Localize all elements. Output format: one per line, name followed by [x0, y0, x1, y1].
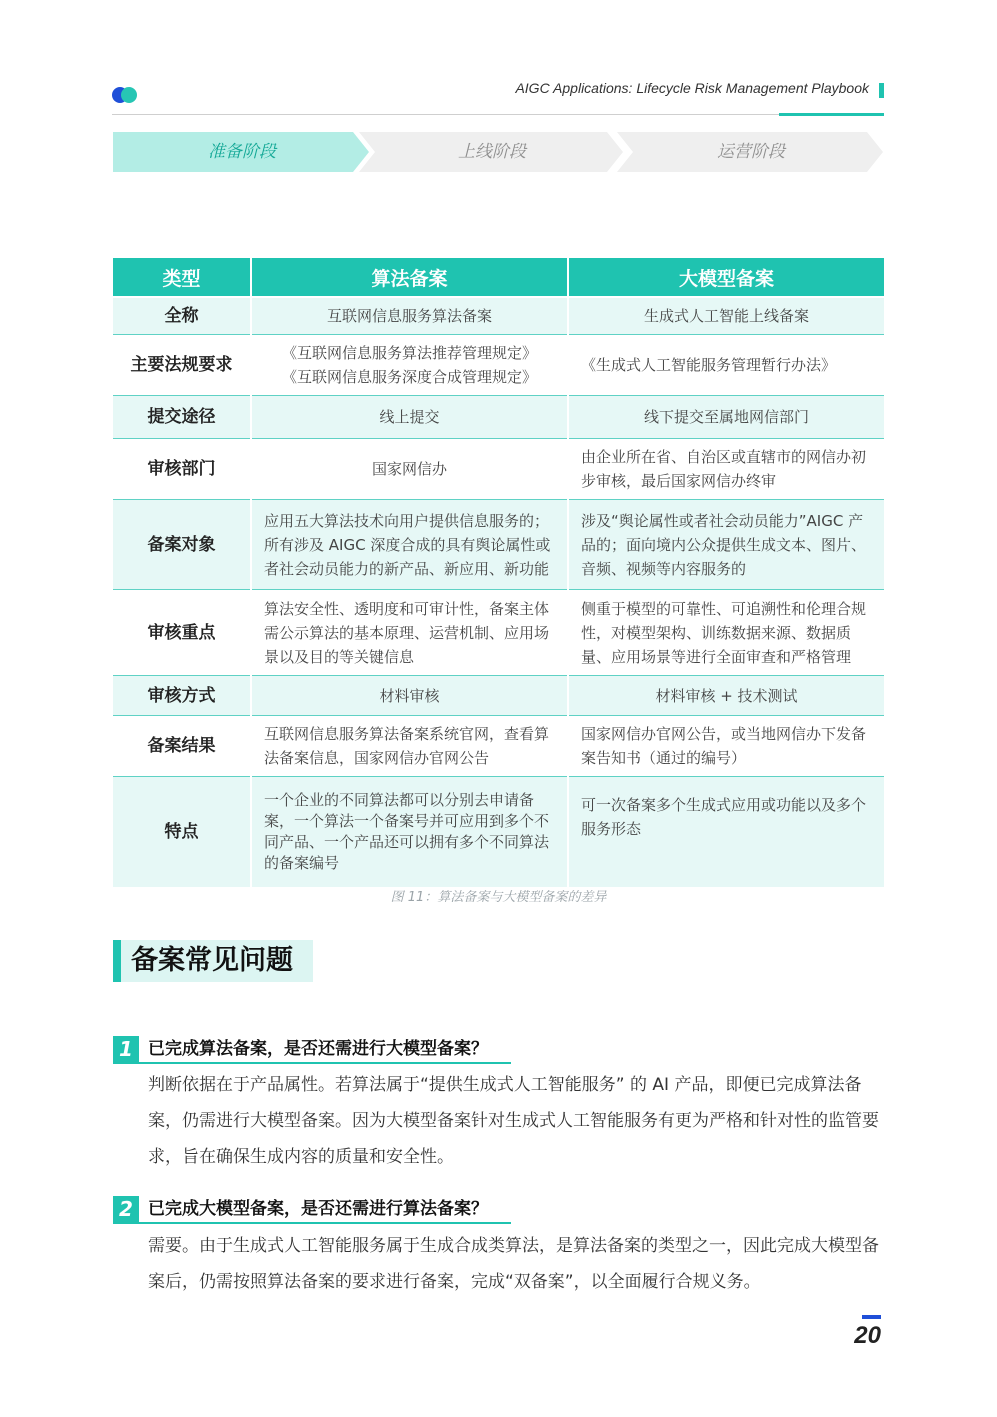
cell-model: 侧重于模型的可靠性、可追溯性和伦理合规性，对模型架构、训练数据来源、数据质量、应用场景等进行全面审查和严格管理 [568, 590, 884, 676]
header-mark [879, 83, 884, 98]
row-label: 备案对象 [113, 500, 251, 590]
table-row [113, 297, 884, 335]
stage-label: 运营阶段 [717, 142, 785, 162]
stage-prepare [113, 132, 371, 172]
cell-model: 由企业所在省、自治区或直辖市的网信办初步审核，最后国家网信办终审 [568, 439, 884, 500]
faq-underline [113, 1222, 511, 1224]
header-algo: 算法备案 [251, 258, 568, 297]
cell-algo: 线上提交 [251, 396, 568, 439]
table-row [113, 500, 884, 590]
row-label: 特点 [113, 777, 251, 887]
table-row [113, 716, 884, 777]
row-label: 主要法规要求 [113, 335, 251, 396]
cell-algo: 互联网信息服务算法备案 [251, 297, 568, 335]
header-type: 类型 [113, 258, 251, 297]
header-divider [112, 114, 884, 115]
cell-model: 材料审核 + 技术测试 [568, 676, 884, 716]
section-heading [113, 940, 313, 982]
cell-algo: 算法安全性、透明度和可审计性，备案主体需公示算法的基本原理、运营机制、应用场景以及目的等关键信息 [251, 590, 568, 676]
figure-caption: 图 11：算法备案与大模型备案的差异 [390, 890, 607, 905]
page-number: 20 [854, 1322, 881, 1349]
faq-answer-1: 判断依据在于产品属性。若算法属于“提供生成式人工智能服务” 的 AI 产品，即便已完成算法备案，仍需进行大模型备案。因为大模型备案针对生成式人工智能服务有更为严格和针对性的监管要求，旨在确保生成内容的质量和安全性。 [148, 1075, 879, 1167]
cell-model: 生成式人工智能上线备案 [568, 297, 884, 335]
faq-number: 2 [113, 1196, 139, 1222]
cell-model: 国家网信办官网公告，或当地网信办下发备案告知书（通过的编号） [568, 716, 884, 777]
cell-algo: 材料审核 [251, 676, 568, 716]
faq-answer-2: 需要。由于生成式人工智能服务属于生成合成类算法，是算法备案的类型之一，因此完成大模型备案后，仍需按照算法备案的要求进行备案，完成“双备案”，以全面履行合规义务。 [148, 1236, 879, 1292]
table-row [113, 590, 884, 676]
stage-progress [113, 132, 885, 172]
row-label: 备案结果 [113, 716, 251, 777]
row-label: 审核重点 [113, 590, 251, 676]
table-row [113, 676, 884, 716]
table-row [113, 439, 884, 500]
cell-algo: 一个企业的不同算法都可以分别去申请备案，一个算法一个备案号并可应用到多个不同产品、一个产品还可以拥有多个不同算法的备案编号 [251, 777, 568, 887]
page-number-mark [862, 1315, 881, 1319]
header-accent-line [779, 113, 884, 116]
cell-model: 涉及“舆论属性或者社会动员能力”AIGC 产品的；面向境内公众提供生成文本、图片、音频、视频等内容服务的 [568, 500, 884, 590]
header-title: AIGC Applications: Lifecycle Risk Management Playbook [515, 80, 869, 96]
cell-model: 线下提交至属地网信部门 [568, 396, 884, 439]
row-label: 审核部门 [113, 439, 251, 500]
cell-algo: 互联网信息服务算法备案系统官网，查看算法备案信息，国家网信办官网公告 [251, 716, 568, 777]
cell-algo: 应用五大算法技术向用户提供信息服务的；所有涉及 AIGC 深度合成的具有舆论属性或者社会动员能力的新产品、新应用、新功能 [251, 500, 568, 590]
cell-model: 可一次备案多个生成式应用或功能以及多个服务形态 [568, 777, 884, 887]
faq-question-1 [113, 1036, 513, 1062]
cell-algo: 国家网信办 [251, 439, 568, 500]
row-label: 审核方式 [113, 676, 251, 716]
row-label: 全称 [113, 297, 251, 335]
cell-algo: 《互联网信息服务算法推荐管理规定》 《互联网信息服务深度合成管理规定》 [251, 335, 568, 396]
logo-circle-teal [121, 87, 137, 103]
stage-label: 准备阶段 [208, 142, 276, 162]
section-heading-bar [113, 940, 121, 982]
stage-launch [359, 132, 625, 172]
faq-question-text: 已完成算法备案，是否还需进行大模型备案？ [148, 1039, 488, 1059]
table-row [113, 777, 884, 887]
faq-question-2 [113, 1196, 513, 1222]
section-heading-text: 备案常见问题 [131, 945, 293, 976]
faq-underline [113, 1062, 511, 1064]
faq-number: 1 [113, 1036, 139, 1062]
table-row [113, 335, 884, 396]
comparison-table [113, 258, 884, 887]
stage-operate [617, 132, 885, 172]
row-label: 提交途径 [113, 396, 251, 439]
stage-label: 上线阶段 [458, 142, 526, 162]
cell-model: 《生成式人工智能服务管理暂行办法》 [568, 335, 884, 396]
brand-logo [112, 86, 142, 104]
header-model: 大模型备案 [568, 258, 884, 297]
table-row [113, 396, 884, 439]
table-header-row [113, 258, 884, 297]
faq-question-text: 已完成大模型备案，是否还需进行算法备案？ [148, 1199, 488, 1219]
